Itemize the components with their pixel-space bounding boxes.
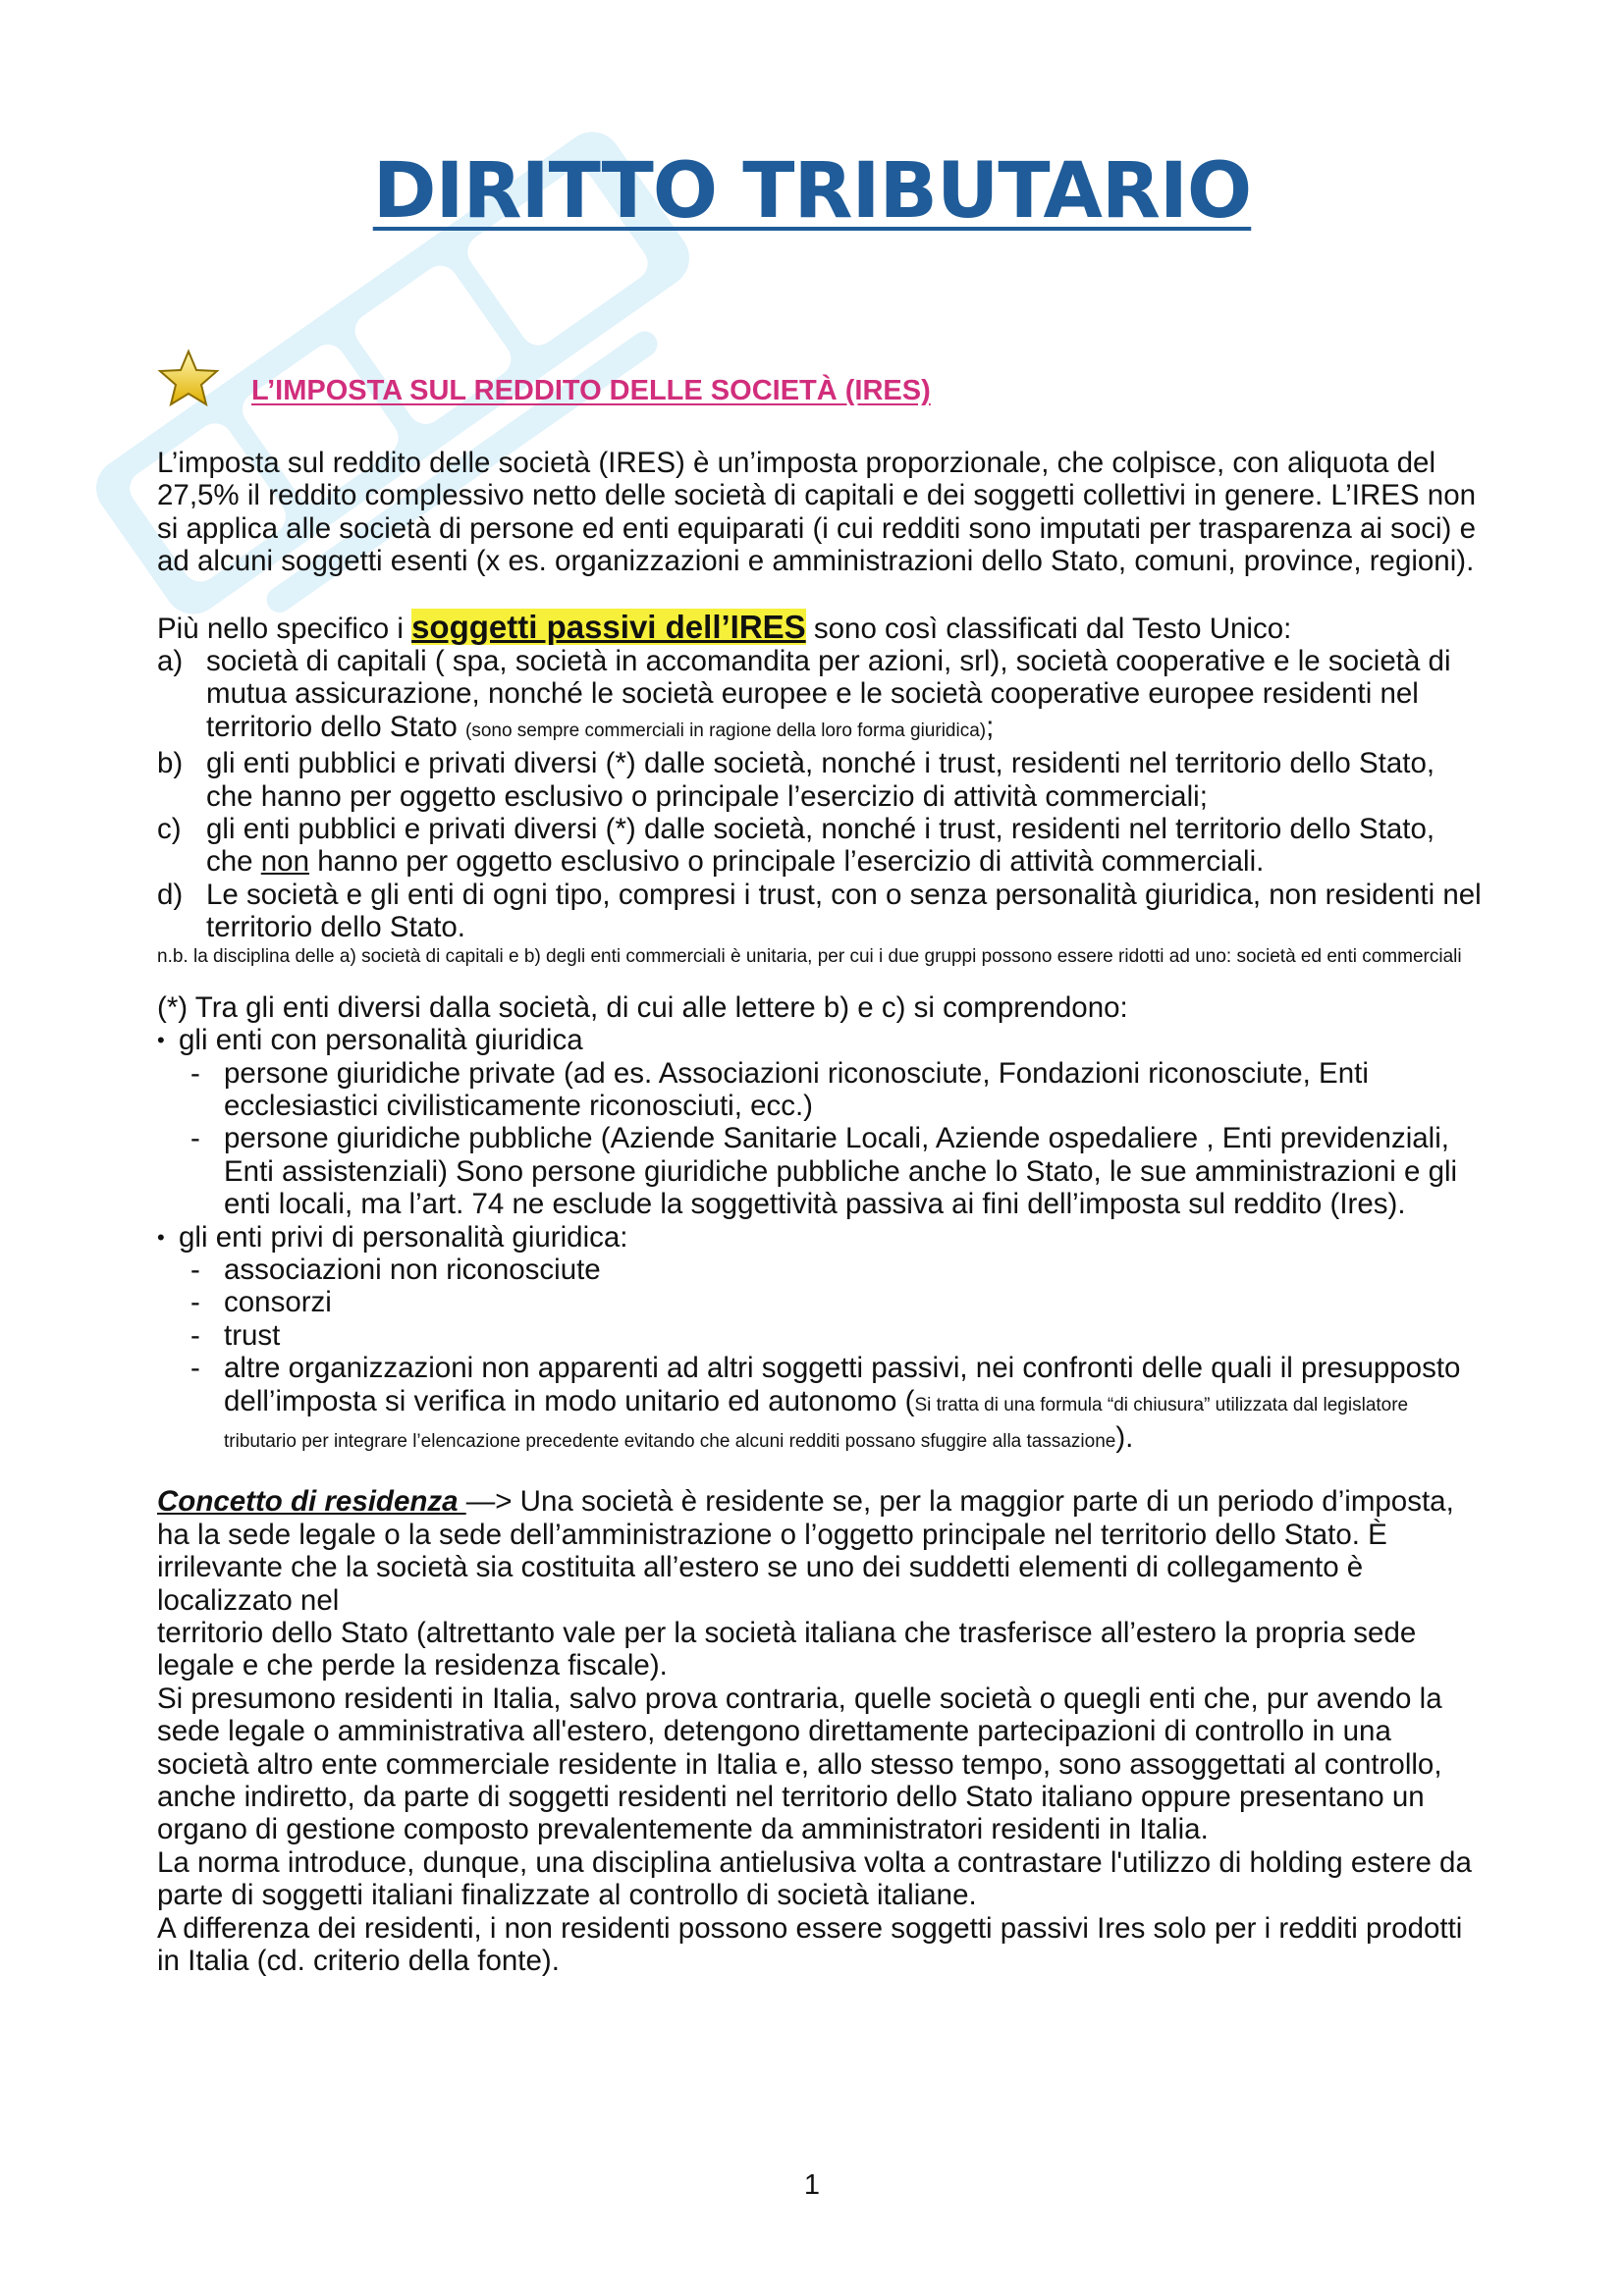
residenza-line2: territorio dello Stato (altrettanto vale per la società italiana che trasferisce all’estero la propria sede legale e che perde la residenza fiscale). <box>157 1617 1417 1682</box>
list-item: • gli enti con personalità giuridica - persone giuridiche private (ad es. Associazioni riconosciute, Fondazioni riconosciute, Enti ecclesiastici civilisticamente riconosciuti, ecc.) - persone giuridiche pubbliche (Aziende Sanitarie Locali, Aziende ospedaliere , Enti previdenziali, Enti assistenziali) Sono persone giuridiche pubbliche anche lo Stato, le sue amministrazioni e gli enti locali, ma l’art. 74 ne esclude la soggettività passiva ai fini dell’imposta sul reddito (Ires). <box>157 1024 1483 1220</box>
intro-paragraph: L’imposta sul reddito delle società (IRES) è un’imposta proporzionale, che colpisce, con aliquota del 27,5% il reddito complessivo netto delle società di capitali e dei soggetti collettivi in genere. L’IRES non si applica alle società di persone ed enti equiparati (i cui redditi sono imputati per trasparenza ai soci) e ad alcuni soggetti esenti (x es. organizzazioni e amministrazioni dello Stato, comuni, province, regioni). <box>157 447 1477 578</box>
document-body <box>157 447 1483 1977</box>
enti-list <box>157 1024 1483 1458</box>
enti-lead: (*) Tra gli enti diversi dalla società, di cui alle lettere b) e c) si comprendono: <box>157 990 1128 1024</box>
star-icon <box>157 348 220 407</box>
page-title: DIRITTO TRIBUTARIO <box>372 147 1252 236</box>
residenza-p4: A differenza dei residenti, i non residenti possono essere soggetti passivi Ires solo per i redditi prodotti in Italia (cd. criterio della fonte). <box>157 1911 1463 1978</box>
concept-label: Concetto di residenza <box>157 1485 466 1519</box>
list-item: d) Le società e gli enti di ogni tipo, compresi i trust, con o senza personalità giuridica, non residenti nel territorio dello Stato. <box>157 878 1482 944</box>
list-item: - consorzi <box>190 1286 332 1319</box>
residenza-p2: Si presumono residenti in Italia, salvo prova contraria, quelle società o quegli enti che, pur avendo la sede legale o amministrativa all'estero, detengono direttamente partecipazioni di controllo in una società altro ente commerciale residente in Italia e, allo stesso tempo, sono assoggettati al controllo, anche indiretto, da parte di soggetti residenti nel territorio dello Stato italiano oppure presentano un organo di gestione composto prevalentemente da amministratori residenti in Italia. <box>157 1682 1442 1846</box>
sub-list <box>179 1254 1483 1458</box>
list-item: • gli enti privi di personalità giuridica: - associazioni non riconosciute - consorzi - trust - altre organizzazioni non apparenti ad altri soggetti passivi, nei confronti delle quali il presupposto dell’imposta si verifica in modo unitario ed autonomo (Si tratta di una formula “di chiusura” utilizzata dal legislatore tributario per integrare l’elencazione precedente evitando che alcuni redditi possano sfuggire alla tassazione). <box>157 1221 1483 1459</box>
section-title: L’IMPOSTA SUL REDDITO DELLE SOCIETÀ (IRES) <box>251 375 931 406</box>
page-number: 1 <box>803 2169 821 2201</box>
list-item: - persone giuridiche pubbliche (Aziende Sanitarie Locali, Aziende ospedaliere , Enti previdenziali, Enti assistenziali) Sono persone giuridiche pubbliche anche lo Stato, le sue amministrazioni e gli enti locali, ma l’art. 74 ne esclude la soggettività passiva ai fini dell’imposta sul reddito (Ires). <box>190 1122 1458 1221</box>
residenza-paragraph: Concetto di residenza —> Una società è residente se, per la maggior parte di un periodo d’imposta, ha la sede legale o la sede dell’amministrazione o l’oggetto principale nel territorio dello Stato. È irrilevante che la società sia costituita all’estero se uno dei suddetti elementi di collegamento è localizzato nel <box>157 1485 1454 1617</box>
list-item: - trust <box>190 1318 281 1352</box>
list-item: c) gli enti pubblici e privati diversi (*) dalle società, nonché i trust, residenti nel territorio dello Stato, che non hanno per oggetto esclusivo o principale l’esercizio di attività commerciali. <box>157 813 1435 879</box>
highlighted-term: soggetti passivi dell’IRES <box>411 608 806 645</box>
soggetti-list <box>157 645 1483 944</box>
list-item: - altre organizzazioni non apparenti ad altri soggetti passivi, nei confronti delle quali il presupposto dell’imposta si verifica in modo unitario ed autonomo (Si tratta di una formula “di chiusura” utilizzata dal legislatore tributario per integrare l’elencazione precedente evitando che alcuni redditi possano sfuggire alla tassazione). <box>190 1352 1461 1454</box>
residenza-p3: La norma introduce, dunque, una disciplina antielusiva volta a contrastare l'utilizzo di holding estere da parte di soggetti italiani finalizzate al controllo di società italiane. <box>157 1845 1472 1912</box>
sub-list <box>179 1057 1483 1221</box>
soggetti-lead: Più nello specifico i soggetti passivi dell’IRES sono così classificati dal Testo Unico: <box>157 608 1292 645</box>
nb-note: n.b. la disciplina delle a) società di capitali e b) degli enti commerciali è unitaria, per cui i due gruppi possono essere ridotti ad uno: società ed enti commerciali <box>157 945 1462 967</box>
list-item: b) gli enti pubblici e privati diversi (*) dalle società, nonché i trust, residenti nel territorio dello Stato, che hanno per oggetto esclusivo o principale l’esercizio di attività commerciali; <box>157 747 1435 813</box>
list-item: - associazioni non riconosciute <box>190 1253 601 1286</box>
list-item: - persone giuridiche private (ad es. Associazioni riconosciute, Fondazioni riconosciute, Enti ecclesiastici civilisticamente riconosciuti, ecc.) <box>190 1056 1369 1122</box>
list-item: a) società di capitali ( spa, società in accomandita per azioni, srl), società cooperative e le società di mutua assicurazione, nonché le società europee e le società cooperative europee residenti nel territorio dello Stato (sono sempre commerciali in ragione della loro forma giuridica); <box>157 645 1451 743</box>
